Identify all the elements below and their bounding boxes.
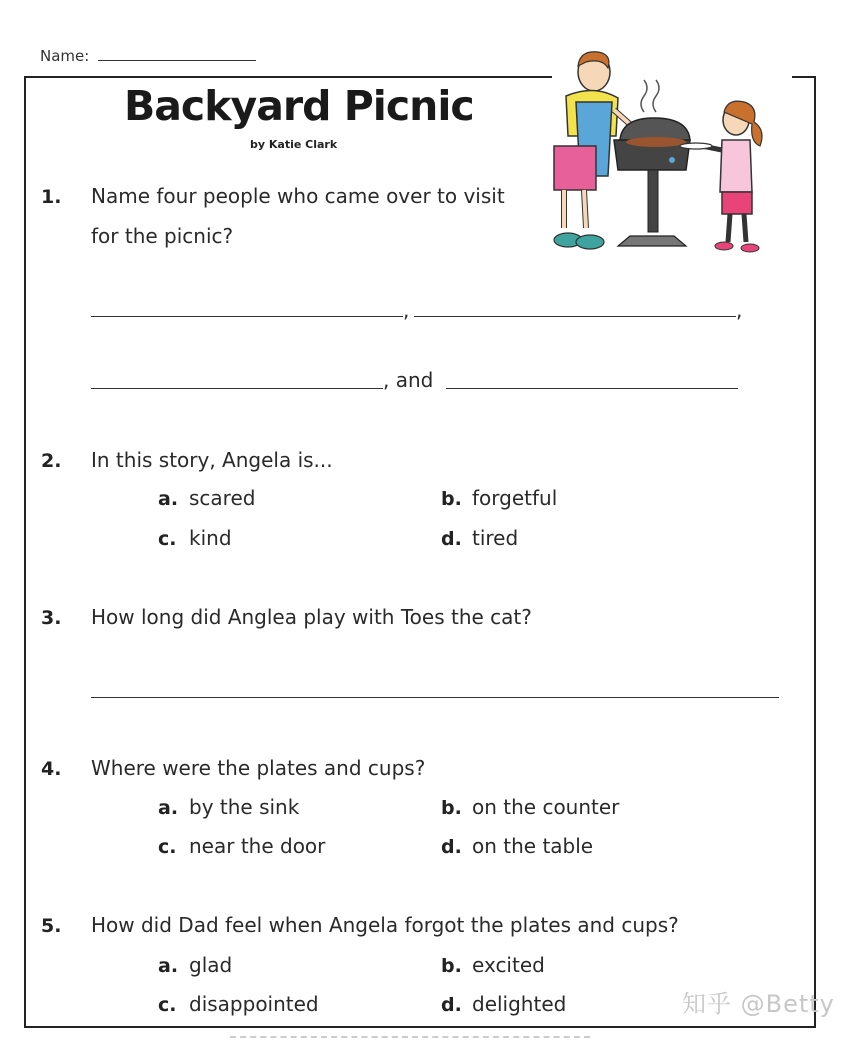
option-letter: c.	[158, 836, 177, 858]
bottom-divider	[230, 1036, 590, 1038]
answer-line[interactable]	[414, 316, 736, 317]
option-letter: b.	[441, 955, 462, 977]
option-letter: d.	[441, 836, 462, 858]
option-letter: a.	[158, 955, 179, 977]
byline: by Katie Clark	[250, 138, 338, 151]
worksheet-title: Backyard Picnic	[124, 82, 474, 130]
option-letter: c.	[158, 994, 177, 1016]
option-text[interactable]: on the table	[472, 834, 594, 858]
option-letter: a.	[158, 797, 179, 819]
option-text[interactable]: tired	[472, 526, 519, 550]
answer-line[interactable]	[91, 388, 383, 389]
option-text[interactable]: near the door	[189, 834, 326, 858]
answer-line[interactable]	[91, 316, 403, 317]
option-letter: b.	[441, 488, 462, 510]
question-5-number: 5.	[41, 915, 62, 937]
comma: ,	[403, 298, 410, 322]
question-2-text: In this story, Angela is...	[91, 448, 333, 472]
option-text[interactable]: excited	[472, 953, 545, 977]
and-text: , and	[383, 368, 434, 392]
option-text[interactable]: disappointed	[189, 992, 319, 1016]
option-letter: d.	[441, 528, 462, 550]
comma: ,	[736, 298, 743, 322]
grill-illustration	[546, 46, 796, 256]
name-field	[40, 46, 256, 65]
watermark: 知乎 @Betty	[682, 990, 835, 1018]
option-letter: b.	[441, 797, 462, 819]
question-3-text: How long did Anglea play with Toes the cat?	[91, 605, 532, 629]
answer-line[interactable]	[91, 697, 779, 698]
question-1-text: Name four people who came over to visit	[91, 184, 505, 208]
question-2-number: 2.	[41, 450, 62, 472]
question-4-text: Where were the plates and cups?	[91, 756, 426, 780]
name-label: Name:	[40, 47, 90, 65]
option-text[interactable]: scared	[189, 486, 256, 510]
name-blank[interactable]	[98, 46, 256, 61]
option-text[interactable]: delighted	[472, 992, 567, 1016]
option-text[interactable]: on the counter	[472, 795, 620, 819]
answer-line[interactable]	[446, 388, 738, 389]
option-text[interactable]: glad	[189, 953, 233, 977]
option-text[interactable]: kind	[189, 526, 232, 550]
question-4-number: 4.	[41, 758, 62, 780]
option-letter: c.	[158, 528, 177, 550]
question-3-number: 3.	[41, 607, 62, 629]
option-letter: d.	[441, 994, 462, 1016]
option-text[interactable]: by the sink	[189, 795, 300, 819]
option-text[interactable]: forgetful	[472, 486, 558, 510]
girl-figure	[680, 101, 762, 252]
question-5-text: How did Dad feel when Angela forgot the plates and cups?	[91, 913, 679, 937]
grill	[614, 80, 690, 246]
question-1-text-line2: for the picnic?	[91, 224, 234, 248]
option-letter: a.	[158, 488, 179, 510]
question-1-number: 1.	[41, 186, 62, 208]
